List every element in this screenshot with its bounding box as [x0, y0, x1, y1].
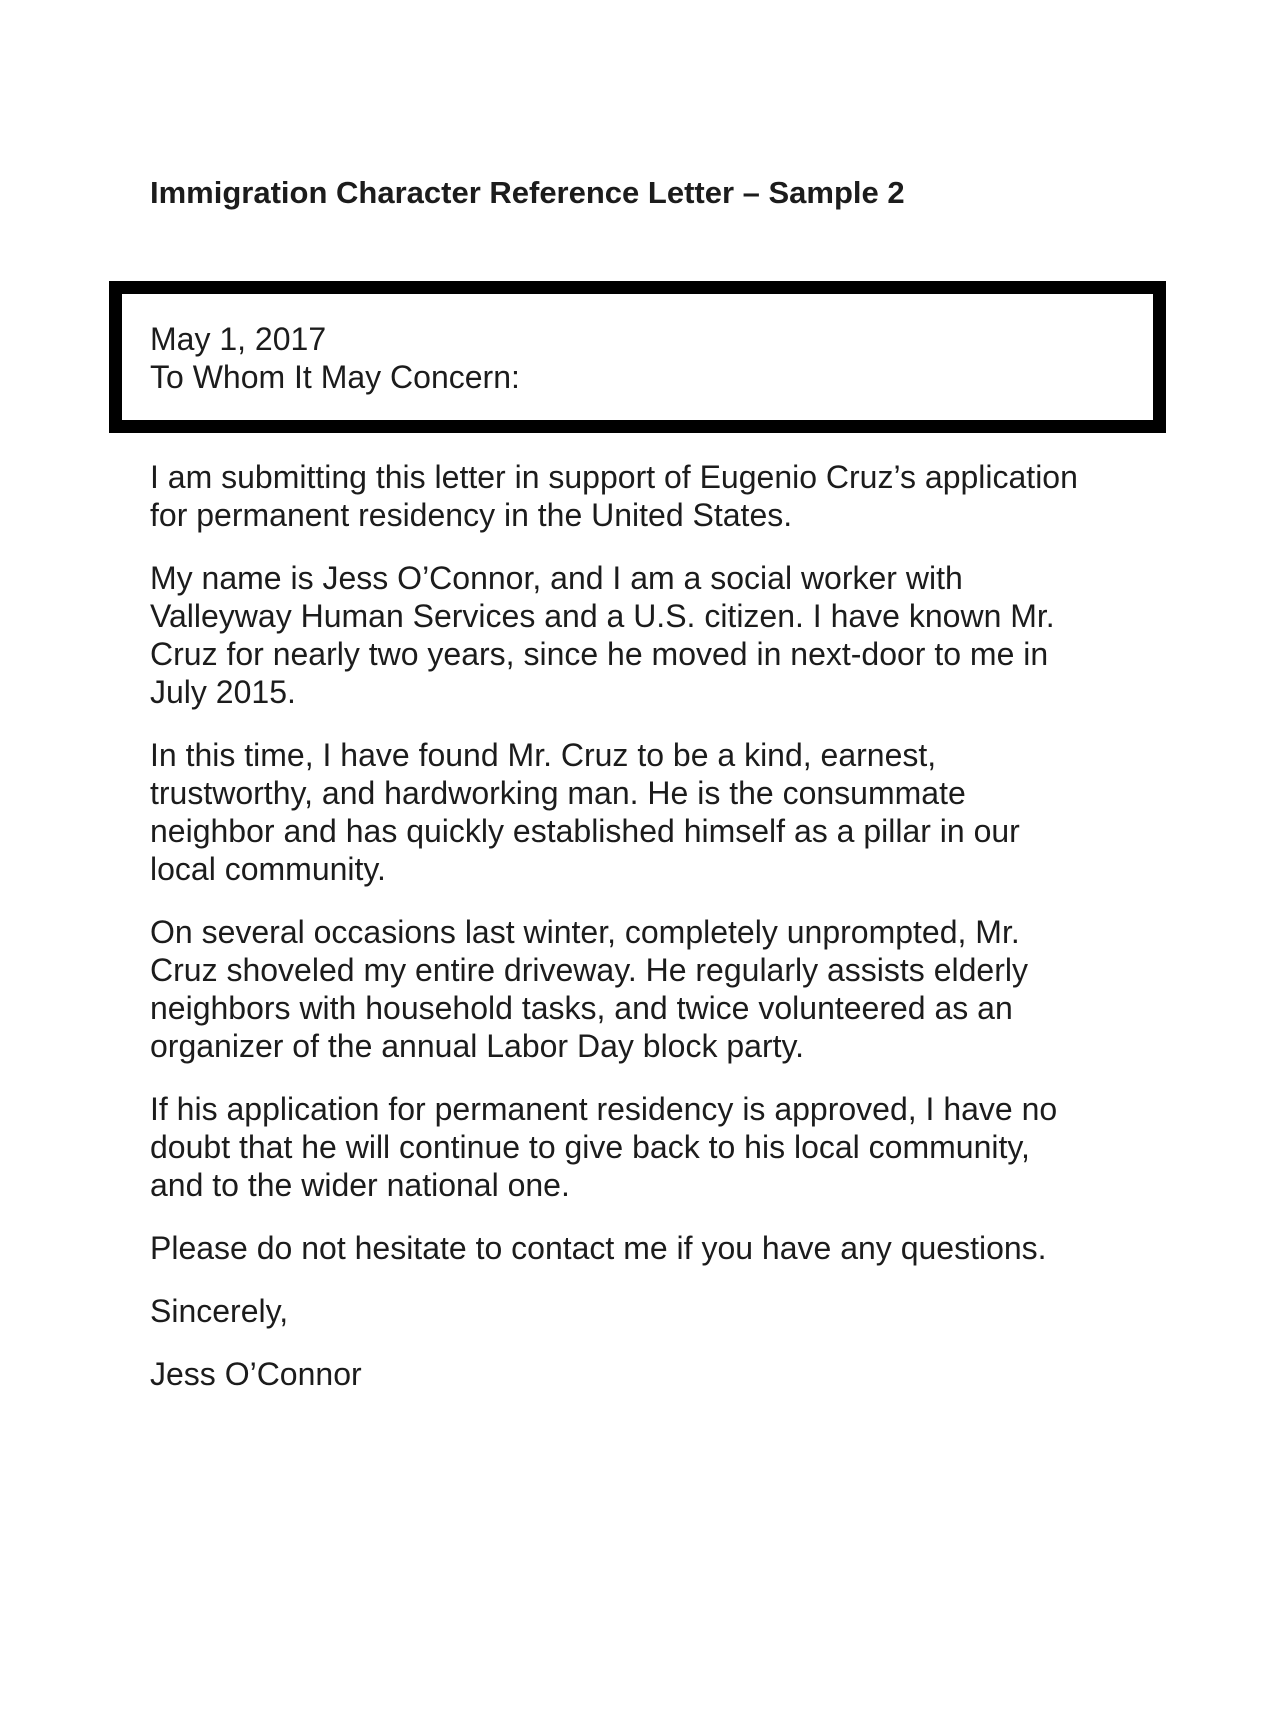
text-line: neighbor and has quickly established himself as a pillar in our	[150, 813, 1020, 849]
closing	[150, 1292, 1160, 1330]
text-line: for permanent residency in the United States.	[150, 497, 793, 533]
letter-salutation: To Whom It May Concern:	[150, 359, 520, 395]
text-line: I am submitting this letter in support of Eugenio Cruz’s application	[150, 459, 1078, 495]
text-line: In this time, I have found Mr. Cruz to be a kind, earnest,	[150, 737, 937, 773]
date-salutation-box	[109, 281, 1166, 433]
text-line: local community.	[150, 851, 386, 887]
text-line: neighbors with household tasks, and twice volunteered as an	[150, 990, 1013, 1026]
text-line: organizer of the annual Labor Day block party.	[150, 1028, 805, 1064]
paragraph-conclusion	[150, 1090, 1160, 1204]
text-line: doubt that he will continue to give back to his local community,	[150, 1129, 1030, 1165]
text-line: July 2015.	[150, 674, 296, 710]
paragraph-intro	[150, 458, 1160, 534]
document-title: Immigration Character Reference Letter – Sample 2	[150, 175, 905, 210]
text-line: Cruz for nearly two years, since he moved in next-door to me in	[150, 636, 1049, 672]
paragraph-examples	[150, 913, 1160, 1065]
text-line: On several occasions last winter, completely unprompted, Mr.	[150, 914, 1020, 950]
letter-date: May 1, 2017	[150, 321, 327, 357]
text-line: My name is Jess O’Connor, and I am a social worker with	[150, 560, 963, 596]
text-line: Please do not hesitate to contact me if you have any questions.	[150, 1230, 1047, 1266]
text-line: Cruz shoveled my entire driveway. He regularly assists elderly	[150, 952, 1028, 988]
signature-name	[150, 1355, 1160, 1393]
text-line: Jess O’Connor	[150, 1356, 362, 1392]
paragraph-author-background	[150, 559, 1160, 711]
paragraph-contact	[150, 1229, 1160, 1267]
paragraph-character	[150, 736, 1160, 888]
text-line: Sincerely,	[150, 1293, 289, 1329]
text-line: If his application for permanent residency is approved, I have no	[150, 1091, 1058, 1127]
text-line: and to the wider national one.	[150, 1167, 570, 1203]
letter-body	[150, 458, 1160, 1418]
text-line: trustworthy, and hardworking man. He is the consummate	[150, 775, 966, 811]
text-line: Valleyway Human Services and a U.S. citizen. I have known Mr.	[150, 598, 1055, 634]
